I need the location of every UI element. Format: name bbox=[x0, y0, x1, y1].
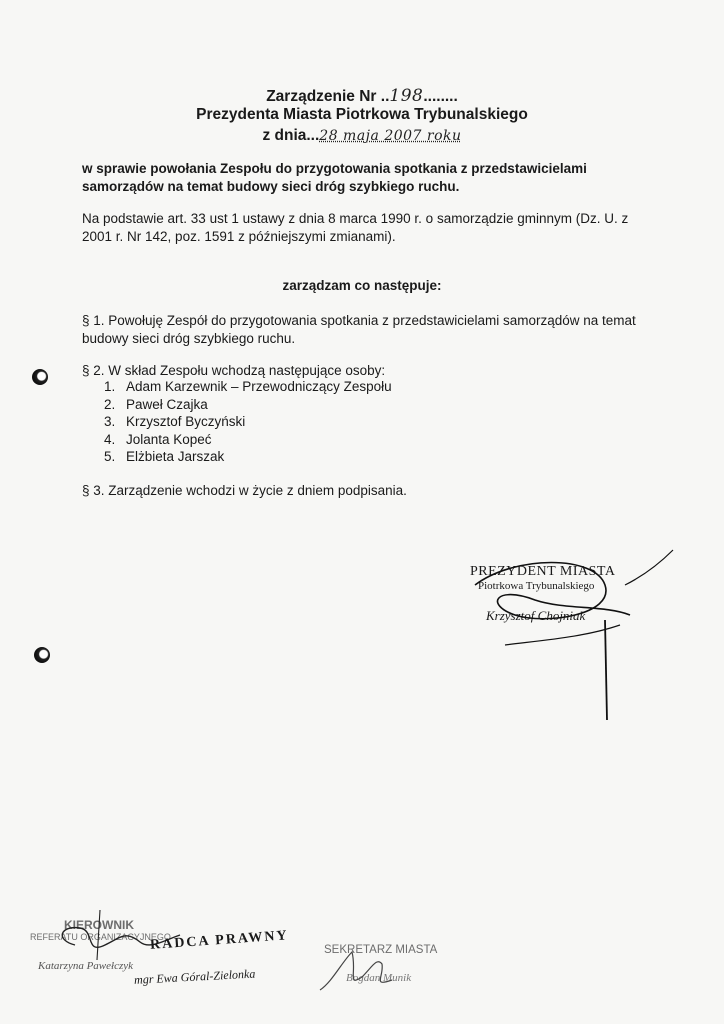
handwritten-order-number: 198 bbox=[389, 86, 424, 106]
sekretarz-name: Bogdan Munik bbox=[346, 972, 412, 984]
list-number: 2. bbox=[104, 396, 116, 412]
list-number: 3. bbox=[104, 414, 116, 429]
handwritten-date: 28 maja 2007 roku bbox=[319, 128, 462, 144]
paragraph-2: § 2. W skład Zespołu wchodzą następujące osoby: bbox=[82, 363, 386, 378]
list-number: 5. bbox=[104, 449, 116, 464]
date-prefix: z dnia... bbox=[262, 127, 320, 144]
member-name: Elżbieta Jarszak bbox=[126, 449, 225, 464]
paragraph-3: § 3. Zarządzenie wchodzi w życie z dniem podpisania. bbox=[82, 483, 407, 498]
list-number: 4. bbox=[104, 431, 116, 447]
sekretarz-title: SEKRETARZ MIASTA bbox=[324, 944, 438, 956]
president-stamp-city: Piotrkowa Trybunalskiego bbox=[478, 580, 595, 592]
issuer-line: Prezydenta Miasta Piotrkowa Trybunalskiego bbox=[196, 106, 528, 123]
subject-text: w sprawie powołania Zespołu do przygotowania spotkania z przedstawicielami samorządów na temat budowy sieci dróg szybkiego ruchu. bbox=[82, 161, 587, 194]
punch-hole-top bbox=[32, 369, 48, 385]
punch-hole-bottom bbox=[34, 647, 50, 663]
member-name: Adam Karzewnik – Przewodniczący Zespołu bbox=[126, 379, 392, 394]
members-list bbox=[104, 378, 392, 466]
list-number: 1. bbox=[104, 379, 116, 394]
paragraph-1: § 1. Powołuję Zespół do przygotowania spotkania z przedstawicielami samorządów na temat budowy sieci dróg szybkiego ruchu. bbox=[82, 313, 636, 346]
order-heading: zarządzam co następuje: bbox=[282, 278, 442, 293]
president-stamp-title: PREZYDENT MIASTA bbox=[470, 564, 616, 579]
order-title-prefix: Zarządzenie Nr .. bbox=[266, 88, 390, 105]
radca-title: RADCA PRAWNY bbox=[149, 928, 290, 953]
radca-stamp bbox=[133, 928, 320, 987]
list-item bbox=[104, 431, 392, 449]
member-name: Krzysztof Byczyński bbox=[126, 414, 246, 429]
kierownik-name: Katarzyna Pawełczyk bbox=[38, 960, 134, 972]
legal-basis-text: Na podstawie art. 33 ust 1 ustawy z dnia 8 marca 1990 r. o samorządzie gminnym (Dz. U. z 2001 r. Nr 142, poz. 1591 z późniejszymi zmianami). bbox=[82, 211, 629, 244]
member-name: Jolanta Kopeć bbox=[126, 431, 212, 447]
member-name: Paweł Czajka bbox=[126, 396, 208, 412]
kierownik-dept: REFERATU ORGANIZACYJNEGO bbox=[30, 932, 171, 942]
radca-name: mgr Ewa Góral-Zielonka bbox=[133, 966, 256, 987]
date-line bbox=[0, 127, 724, 145]
list-item bbox=[104, 396, 392, 414]
order-title bbox=[0, 86, 724, 106]
list-item bbox=[104, 448, 392, 466]
sekretarz-signature bbox=[312, 942, 422, 1002]
president-stamp-name: Krzysztof Chojniak bbox=[486, 608, 586, 623]
list-item bbox=[104, 413, 392, 431]
kierownik-title: KIEROWNIK bbox=[64, 918, 134, 932]
list-item bbox=[104, 378, 392, 396]
president-signature bbox=[455, 545, 695, 725]
order-title-suffix: ........ bbox=[423, 88, 458, 105]
